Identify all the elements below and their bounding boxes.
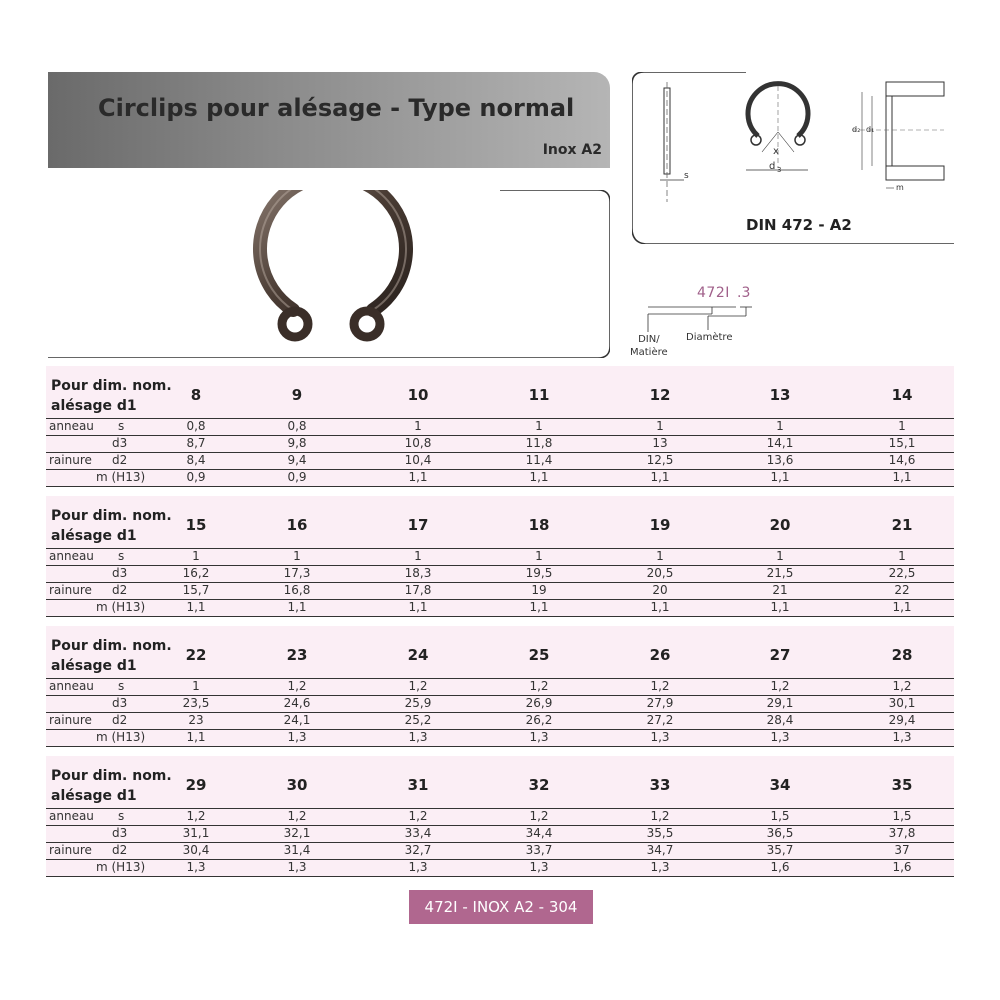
row-label: d2 [112,583,128,597]
code-label-din-matiere: DIN/ Matière [630,334,668,358]
row-label: s [118,679,125,693]
row-group-label: anneau [49,549,94,563]
table-cell: 1,3 [650,860,670,874]
material-subtitle: Inox A2 [542,142,602,158]
table-cell: 21 [772,583,788,597]
table-cell: 1,3 [892,730,912,744]
table-header-row [46,496,954,549]
table-row-d2 [46,583,954,600]
table-cell: 1,1 [408,470,428,484]
table-cell: 35,7 [766,843,794,857]
table-cell: 0,9 [186,470,206,484]
table-cell: 8,4 [186,453,206,467]
table-cell: 34,7 [646,843,674,857]
table-cell: 25,2 [404,713,432,727]
table-cell: 1,1 [892,470,912,484]
header-label-line2: alésage d1 [51,658,137,674]
table-cell: 1,2 [892,679,912,693]
table-row-s [46,809,954,826]
table-cell: 35,5 [646,826,674,840]
row-group-label: rainure [49,583,92,597]
table-cell: 20 [652,583,668,597]
table-cell: 15,7 [182,583,210,597]
size-table-block [46,366,954,487]
table-header-row [46,626,954,679]
nominal-diameter-cell: 27 [769,646,791,664]
nominal-diameter-cell: 8 [190,386,202,404]
table-cell: 1,1 [892,600,912,614]
table-cell: 1,5 [892,809,912,823]
row-label: s [118,809,125,823]
table-cell: 33,7 [525,843,553,857]
table-cell: 23 [188,713,204,727]
product-photo-frame [48,190,610,358]
table-cell: 13 [652,436,668,450]
table-cell: 16,2 [182,566,210,580]
table-cell: 1 [414,419,422,433]
table-cell: 1,3 [287,730,307,744]
table-cell: 29,4 [888,713,916,727]
table-cell: 8,7 [186,436,206,450]
table-cell: 1,2 [186,809,206,823]
table-cell: 0,8 [186,419,206,433]
row-label: d3 [112,566,128,580]
table-cell: 1,2 [408,679,428,693]
table-cell: 17,8 [404,583,432,597]
table-cell: 23,5 [182,696,210,710]
header-label [51,376,172,416]
nominal-diameter-cell: 20 [769,516,791,534]
page-title: Circlips pour alésage - Type normal [98,94,575,122]
row-label: d3 [112,696,128,710]
table-cell: 28,4 [766,713,794,727]
nominal-diameter-cell: 32 [528,776,550,794]
table-row-m [46,600,954,617]
nominal-diameter-cell: 11 [528,386,550,404]
table-cell: 18,3 [404,566,432,580]
table-row-m [46,730,954,747]
table-cell: 26,2 [525,713,553,727]
table-cell: 22 [894,583,910,597]
table-cell: 19 [531,583,547,597]
row-group-label: anneau [49,679,94,693]
table-cell: 1,1 [770,600,790,614]
table-cell: 1,2 [529,809,549,823]
table-cell: 1 [898,419,906,433]
table-cell: 1,2 [650,679,670,693]
table-cell: 1,3 [287,860,307,874]
nominal-diameter-cell: 17 [407,516,429,534]
size-table-block [46,756,954,877]
table-cell: 1,1 [529,470,549,484]
row-label: s [118,419,125,433]
table-cell: 29,1 [766,696,794,710]
header-label-line2: alésage d1 [51,528,137,544]
row-group-label: rainure [49,453,92,467]
table-cell: 1,3 [770,730,790,744]
table-row-d2 [46,713,954,730]
table-row-m [46,470,954,487]
title-banner [48,72,610,168]
table-row-d3 [46,436,954,453]
nominal-diameter-cell: 21 [891,516,913,534]
table-row-s [46,549,954,566]
nominal-diameter-cell: 33 [649,776,671,794]
reference-badge: 472I - INOX A2 - 304 [409,890,593,924]
nominal-diameter-cell: 19 [649,516,671,534]
table-cell: 1,2 [408,809,428,823]
table-cell: 16,8 [283,583,311,597]
table-cell: 19,5 [525,566,553,580]
nominal-diameter-cell: 31 [407,776,429,794]
table-cell: 1,2 [529,679,549,693]
header-label-line1: Pour dim. nom. [51,638,172,654]
table-cell: 1 [776,549,784,563]
table-cell: 1,2 [770,679,790,693]
table-cell: 10,4 [404,453,432,467]
table-cell: 21,5 [766,566,794,580]
nominal-diameter-cell: 25 [528,646,550,664]
table-cell: 1,1 [186,600,206,614]
header-label-line1: Pour dim. nom. [51,508,172,524]
table-cell: 37,8 [888,826,916,840]
table-cell: 14,6 [888,453,916,467]
table-cell: 11,4 [525,453,553,467]
table-cell: 31,4 [283,843,311,857]
table-cell: 1,6 [892,860,912,874]
table-cell: 1 [192,679,200,693]
table-cell: 32,7 [404,843,432,857]
table-row-d3 [46,696,954,713]
row-label: d2 [112,843,128,857]
row-label: d3 [112,826,128,840]
svg-text:3: 3 [777,166,782,174]
table-cell: 1,3 [408,860,428,874]
table-header-row [46,756,954,809]
nominal-diameter-cell: 13 [769,386,791,404]
svg-text:s: s [684,171,689,181]
svg-text:d₂: d₂ [852,125,861,134]
nominal-diameter-cell: 30 [286,776,308,794]
table-cell: 9,8 [287,436,307,450]
table-cell: 0,9 [287,470,307,484]
row-label: m (H13) [96,600,146,614]
table-cell: 1,3 [650,730,670,744]
table-cell: 13,6 [766,453,794,467]
table-row-d3 [46,826,954,843]
header-label [51,506,172,546]
nominal-diameter-cell: 16 [286,516,308,534]
table-cell: 22,5 [888,566,916,580]
svg-text:d₁: d₁ [866,125,875,134]
nominal-diameter-cell: 14 [891,386,913,404]
table-cell: 12,5 [646,453,674,467]
table-cell: 24,6 [283,696,311,710]
nominal-diameter-cell: 23 [286,646,308,664]
table-row-d3 [46,566,954,583]
row-group-label: rainure [49,713,92,727]
code-main: 472I [697,285,730,301]
code-suffix: .3 [737,285,751,301]
din-label: DIN 472 - A2 [746,216,852,234]
code-label-diametre: Diamètre [686,332,733,343]
row-group-label: anneau [49,419,94,433]
table-cell: 1,3 [408,730,428,744]
table-cell: 1 [293,549,301,563]
row-label: d2 [112,453,128,467]
nominal-diameter-cell: 15 [185,516,207,534]
table-cell: 17,3 [283,566,311,580]
table-cell: 1,2 [650,809,670,823]
table-cell: 1,1 [650,470,670,484]
header-label-line1: Pour dim. nom. [51,768,172,784]
table-cell: 27,9 [646,696,674,710]
table-cell: 1,3 [529,860,549,874]
nominal-diameter-cell: 9 [291,386,303,404]
nominal-diameter-cell: 29 [185,776,207,794]
table-cell: 1,2 [287,809,307,823]
table-cell: 1,3 [186,860,206,874]
table-cell: 1,1 [408,600,428,614]
table-cell: 1,1 [287,600,307,614]
table-cell: 32,1 [283,826,311,840]
nominal-diameter-cell: 34 [769,776,791,794]
row-group-label: rainure [49,843,92,857]
svg-text:m: m [896,183,904,192]
svg-text:x: x [773,146,779,157]
svg-text:d: d [769,161,776,172]
table-cell: 1 [656,549,664,563]
table-cell: 1 [192,549,200,563]
nominal-diameter-cell: 18 [528,516,550,534]
table-cell: 1,1 [650,600,670,614]
nominal-diameter-cell: 28 [891,646,913,664]
nominal-diameter-cell: 12 [649,386,671,404]
nominal-diameter-cell: 24 [407,646,429,664]
table-cell: 33,4 [404,826,432,840]
table-cell: 34,4 [525,826,553,840]
header-label-line1: Pour dim. nom. [51,378,172,394]
table-cell: 30,1 [888,696,916,710]
table-cell: 1,6 [770,860,790,874]
table-cell: 10,8 [404,436,432,450]
nominal-diameter-cell: 26 [649,646,671,664]
table-cell: 0,8 [287,419,307,433]
row-label: m (H13) [96,860,146,874]
table-cell: 36,5 [766,826,794,840]
table-cell: 1 [898,549,906,563]
row-label: s [118,549,125,563]
table-cell: 1,3 [529,730,549,744]
table-cell: 1,2 [287,679,307,693]
row-label: d3 [112,436,128,450]
header-label [51,766,172,806]
table-cell: 31,1 [182,826,210,840]
size-table-block [46,496,954,617]
table-cell: 1,1 [529,600,549,614]
table-row-s [46,679,954,696]
row-label: m (H13) [96,470,146,484]
table-cell: 24,1 [283,713,311,727]
header-label-line2: alésage d1 [51,788,137,804]
table-row-m [46,860,954,877]
table-cell: 1,1 [186,730,206,744]
row-group-label: anneau [49,809,94,823]
row-label: m (H13) [96,730,146,744]
table-cell: 27,2 [646,713,674,727]
table-cell: 11,8 [525,436,553,450]
table-cell: 14,1 [766,436,794,450]
table-cell: 1 [535,419,543,433]
table-cell: 1,1 [770,470,790,484]
table-cell: 37 [894,843,910,857]
header-label-line2: alésage d1 [51,398,137,414]
table-cell: 9,4 [287,453,307,467]
size-table-block [46,626,954,747]
table-row-d2 [46,843,954,860]
table-cell: 26,9 [525,696,553,710]
table-cell: 1 [414,549,422,563]
table-row-d2 [46,453,954,470]
table-cell: 1 [535,549,543,563]
header-label [51,636,172,676]
table-cell: 1 [656,419,664,433]
table-row-s [46,419,954,436]
table-cell: 1,5 [770,809,790,823]
circlip-photo [48,190,610,358]
table-cell: 1 [776,419,784,433]
nominal-diameter-cell: 22 [185,646,207,664]
table-cell: 15,1 [888,436,916,450]
row-label: d2 [112,713,128,727]
table-header-row [46,366,954,419]
table-cell: 20,5 [646,566,674,580]
nominal-diameter-cell: 35 [891,776,913,794]
table-cell: 25,9 [404,696,432,710]
nominal-diameter-cell: 10 [407,386,429,404]
table-cell: 30,4 [182,843,210,857]
